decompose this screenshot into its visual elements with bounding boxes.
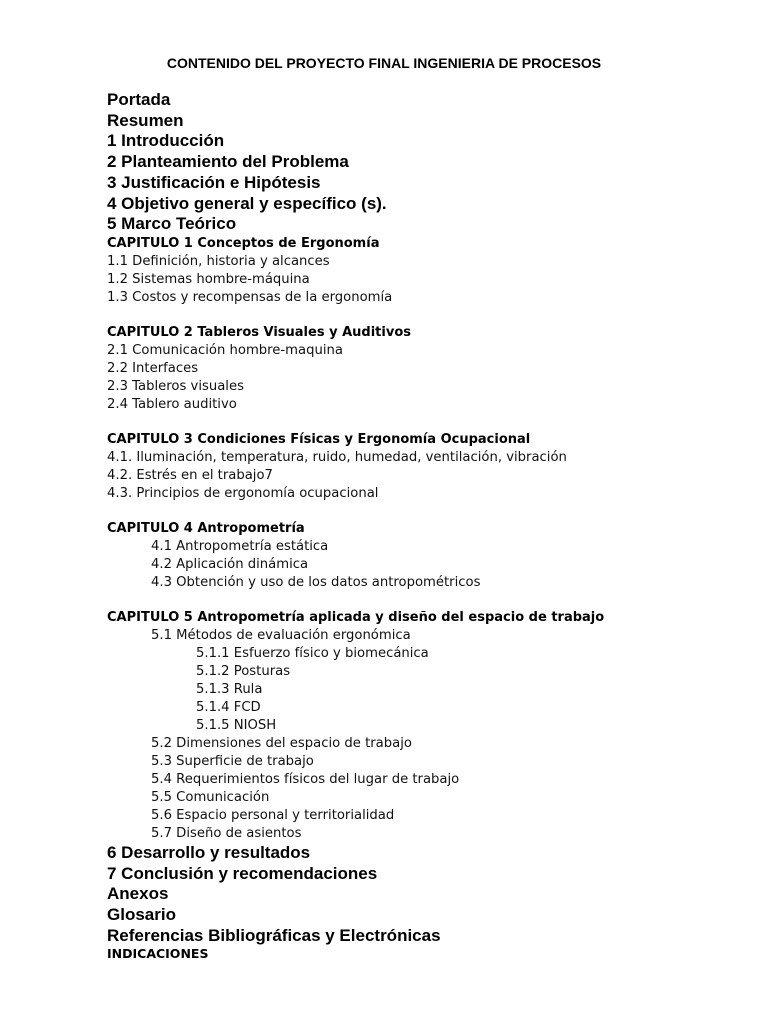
list-item: 5.6 Espacio personal y territorialidad — [151, 807, 395, 823]
section-introduccion: 1 Introducción — [107, 131, 225, 151]
list-item: 4.1. Iluminación, temperatura, ruido, humedad, ventilación, vibración — [107, 449, 567, 465]
table-of-contents — [107, 90, 747, 962]
chapter-1-heading: CAPITULO 1 Conceptos de Ergonomía — [107, 235, 380, 251]
list-item: 5.1.4 FCD — [196, 699, 261, 715]
list-item: 2.3 Tableros visuales — [107, 378, 244, 394]
section-desarrollo: 6 Desarrollo y resultados — [107, 842, 311, 862]
section-portada: Portada — [107, 90, 171, 109]
list-item: 4.3. Principios de ergonomía ocupacional — [107, 485, 379, 501]
spacer — [107, 414, 747, 431]
list-item: 5.4 Requerimientos físicos del lugar de trabajo — [151, 771, 460, 787]
section-objetivo: 4 Objetivo general y específico (s). — [107, 193, 387, 213]
list-item: 5.5 Comunicación — [151, 789, 270, 805]
list-item: 4.2 Aplicación dinámica — [151, 556, 309, 572]
list-item: 5.1.1 Esfuerzo físico y biomecánica — [196, 645, 429, 661]
chapter-5-heading: CAPITULO 5 Antropometría aplicada y diseño del espacio de trabajo — [107, 609, 605, 625]
list-item: 1.3 Costos y recompensas de la ergonomía — [107, 289, 393, 305]
section-conclusion: 7 Conclusión y recomendaciones — [107, 863, 378, 883]
list-item: 5.3 Superficie de trabajo — [151, 753, 314, 769]
list-item: 4.2. Estrés en el trabajo7 — [107, 467, 273, 483]
section-glosario: Glosario — [107, 905, 176, 925]
list-item: 2.1 Comunicación hombre-maquina — [107, 342, 343, 358]
chapter-4-heading: CAPITULO 4 Antropometría — [107, 520, 305, 536]
list-item: 1.1 Definición, historia y alcances — [107, 253, 330, 269]
spacer — [107, 592, 747, 609]
list-item: 1.2 Sistemas hombre-máquina — [107, 271, 310, 287]
list-item: 5.1 Métodos de evaluación ergonómica — [151, 627, 411, 643]
section-marco-teorico: 5 Marco Teórico — [107, 214, 237, 234]
list-item: 5.1.2 Posturas — [196, 663, 291, 679]
section-planteamiento: 2 Planteamiento del Problema — [107, 152, 349, 172]
section-resumen: Resumen — [107, 110, 184, 130]
spacer — [107, 307, 747, 324]
list-item: 5.1.3 Rula — [196, 681, 263, 697]
section-referencias: Referencias Bibliográficas y Electrónicas — [107, 925, 441, 945]
list-item: 2.2 Interfaces — [107, 360, 199, 376]
list-item: 4.3 Obtención y uso de los datos antropométricos — [151, 574, 481, 590]
section-anexos: Anexos — [107, 884, 169, 904]
chapter-2-heading: CAPITULO 2 Tableros Visuales y Auditivos — [107, 324, 411, 340]
chapter-3-heading: CAPITULO 3 Condiciones Físicas y Ergonomía Ocupacional — [107, 431, 531, 447]
list-item: 5.2 Dimensiones del espacio de trabajo — [151, 735, 412, 751]
list-item: 5.1.5 NIOSH — [196, 717, 277, 733]
list-item: 4.1 Antropometría estática — [151, 538, 329, 554]
list-item: 5.7 Diseño de asientos — [151, 825, 302, 841]
document-title: CONTENIDO DEL PROYECTO FINAL INGENIERIA DE PROCESOS — [166, 55, 602, 71]
list-item: 2.4 Tablero auditivo — [107, 396, 237, 412]
indicaciones-label: INDICACIONES — [107, 946, 209, 962]
spacer — [107, 503, 747, 520]
section-justificacion: 3 Justificación e Hipótesis — [107, 172, 321, 192]
